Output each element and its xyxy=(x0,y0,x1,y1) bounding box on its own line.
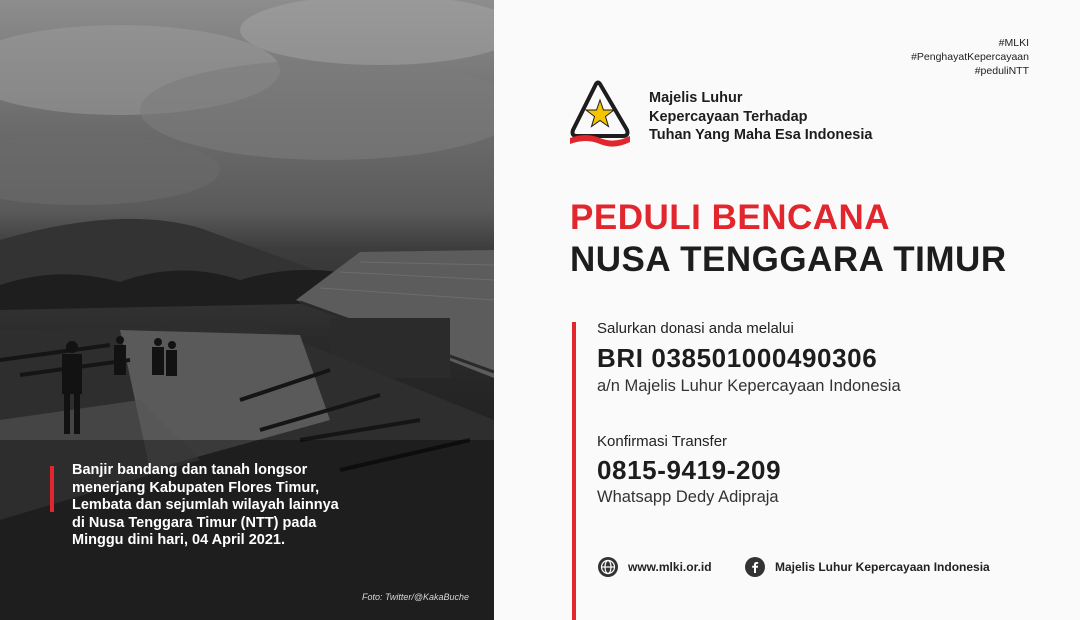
caption-accent-bar xyxy=(50,466,54,512)
website-link[interactable] xyxy=(598,557,712,577)
star-triangle-logo-icon xyxy=(568,78,632,148)
facebook-icon xyxy=(745,557,765,577)
org-name-line: Tuhan Yang Maha Esa Indonesia xyxy=(649,127,873,143)
bank-account-number: BRI 038501000490306 xyxy=(597,343,878,373)
facebook-text: Majelis Luhur Kepercayaan Indonesia xyxy=(775,560,990,574)
disaster-photo xyxy=(0,0,494,620)
caption-line: Lembata dan sejumlah wilayah lainnya xyxy=(72,497,339,513)
hashtag: #PenghayatKepercayaan xyxy=(911,51,1029,63)
photo-credit: Foto: Twitter/@KakaBuche xyxy=(362,592,470,602)
confirmation-label: Konfirmasi Transfer xyxy=(597,433,728,450)
confirmation-phone: 0815-9419-209 xyxy=(597,455,782,485)
donation-label: Salurkan donasi anda melalui xyxy=(597,320,794,337)
hashtag: #peduliNTT xyxy=(974,65,1029,77)
headline-secondary: NUSA TENGGARA TIMUR xyxy=(570,240,1007,279)
org-name-line: Majelis Luhur xyxy=(649,90,743,106)
website-text: www.mlki.or.id xyxy=(628,560,712,574)
globe-icon xyxy=(598,557,618,577)
facebook-link[interactable] xyxy=(745,557,990,577)
hashtag: #MLKI xyxy=(998,37,1029,49)
photo-caption xyxy=(72,462,372,550)
account-holder-name: a/n Majelis Luhur Kepercayaan Indonesia xyxy=(597,377,901,395)
accent-vertical-bar xyxy=(572,322,576,620)
caption-line: menerjang Kabupaten Flores Timur, xyxy=(72,479,320,496)
caption-line: Banjir bandang dan tanah longsor xyxy=(72,462,308,478)
whatsapp-contact: Whatsapp Dedy Adipraja xyxy=(597,488,779,506)
org-name-line: Kepercayaan Terhadap xyxy=(649,108,808,125)
hashtag-list xyxy=(911,36,1029,78)
headline-primary: PEDULI BENCANA xyxy=(570,198,891,237)
organization-name xyxy=(649,89,872,145)
caption-line: di Nusa Tenggara Timur (NTT) pada xyxy=(72,514,317,531)
caption-line: Minggu dini hari, 04 April 2021. xyxy=(72,532,285,548)
